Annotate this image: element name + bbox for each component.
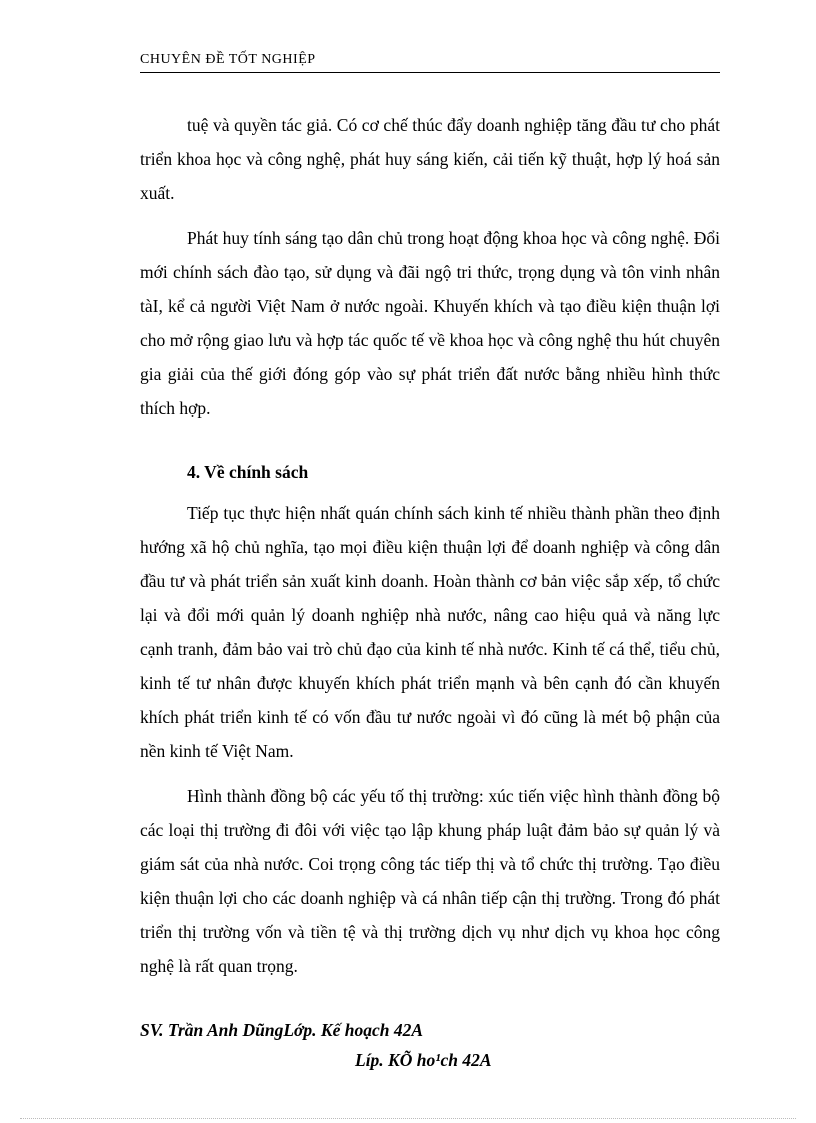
- paragraph-2: Phát huy tính sáng tạo dân chủ trong hoạt động khoa học và công nghệ. Đổi mới chính sách đào tạo, sử dụng và đãi ngộ tri thức, trọng dụng và tôn vinh nhân tàI, kể cả người Việt Nam ở nước ngoài. Khuyến khích và tạo điều kiện thuận lợi cho mở rộng giao lưu và hợp tác quốc tế về khoa học và công nghệ thu hút chuyên gia giải của thế giới đóng góp vào sự phát triển đất nước bằng nhiều hình thức thích hợp.: [140, 228, 720, 418]
- footer-author: SV. Trần Anh DũngLớp. Kế hoạch 42A: [140, 1020, 423, 1040]
- paragraph-3: Tiếp tục thực hiện nhất quán chính sách kinh tế nhiều thành phần theo định hướng xã hộ chủ nghĩa, tạo mọi điều kiện thuận lợi để doanh nghiệp và công dân đầu tư và phát triển sản xuất kinh doanh. Hoàn thành cơ bản việc sắp xếp, tổ chức lại và đổi mới quản lý doanh nghiệp nhà nước, nâng cao hiệu quả và năng lực cạnh tranh, đảm bảo vai trò chủ đạo của kinh tế nhà nước. Kinh tế cá thể, tiểu chủ, kinh tế tư nhân được khuyến khích phát triển mạnh và bên cạnh đó cần khuyến khích phát triển kinh tế có vốn đầu tư nước ngoài vì đó cũng là mét bộ phận của nền kinh tế Việt Nam.: [140, 503, 720, 761]
- page-body: [140, 108, 720, 983]
- page-header: CHUYÊN ĐỀ TỐT NGHIỆP: [140, 52, 720, 73]
- page-bottom-divider: [20, 1118, 796, 1119]
- section-heading: 4. Về chính sách: [187, 462, 309, 482]
- paragraph-1: tuệ và quyền tác giả. Có cơ chế thúc đẩy doanh nghiệp tăng đầu tư cho phát triển khoa học và công nghệ, phát huy sáng kiến, cải tiến kỹ thuật, hợp lý hoá sản xuất.: [140, 115, 720, 203]
- paragraph-4: Hình thành đồng bộ các yếu tố thị trường: xúc tiến việc hình thành đồng bộ các loại thị trường đi đôi với việc tạo lập khung pháp luật đảm bảo sự quản lý và giám sát của nhà nước. Coi trọng công tác tiếp thị và tổ chức thị trường. Tạo điều kiện thuận lợi cho các doanh nghiệp và cá nhân tiếp cận thị trường. Trong đó phát triển thị trường vốn và tiền tệ và thị trường dịch vụ như dịch vụ khoa học công nghệ là rất quan trọng.: [140, 786, 720, 976]
- footer-class: Líp. KÕ ho¹ch 42A: [355, 1050, 492, 1070]
